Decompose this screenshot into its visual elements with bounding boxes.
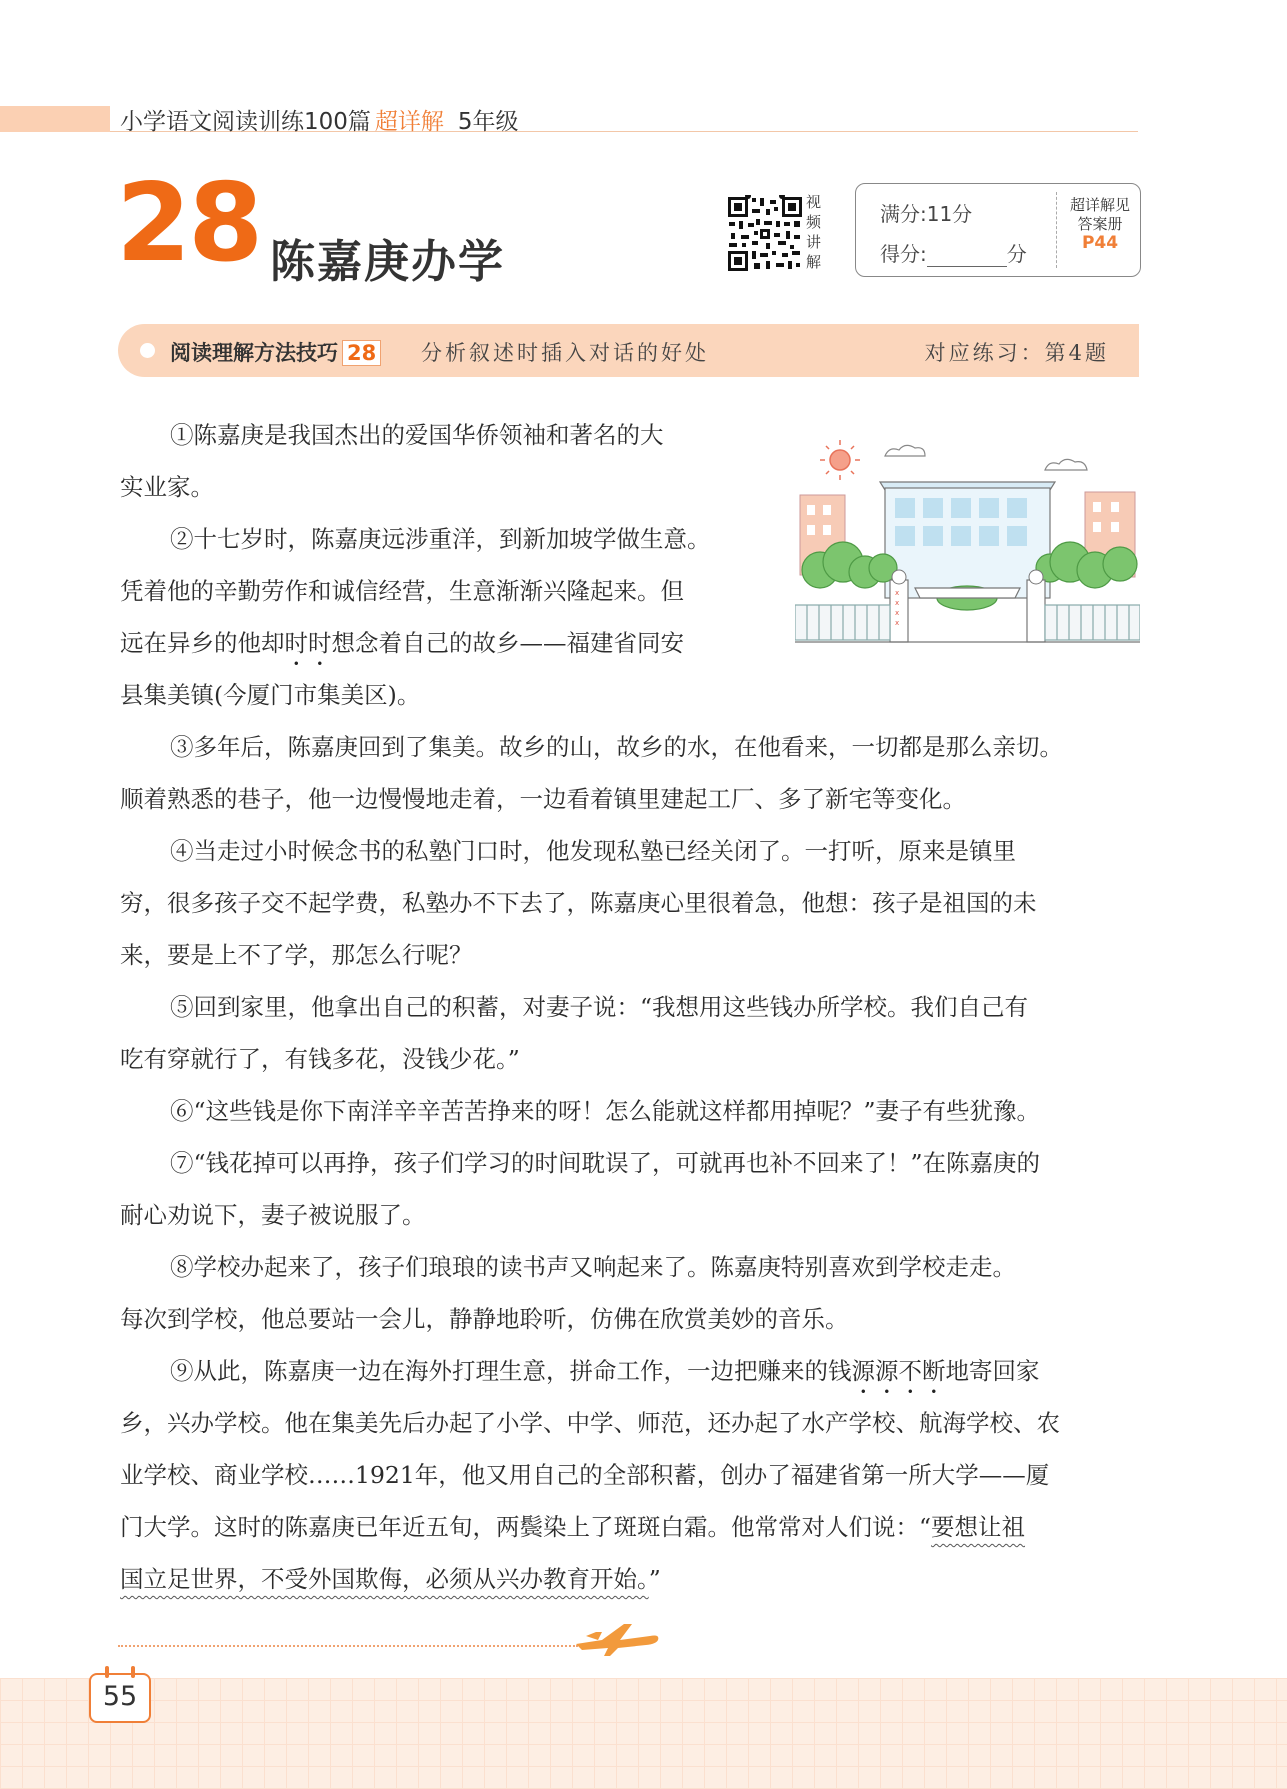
paragraph-7-line1 xyxy=(170,1137,1040,1189)
paragraph-4-line3 xyxy=(120,929,473,981)
svg-text:x: x xyxy=(895,609,900,617)
section-divider xyxy=(118,1645,578,1647)
paragraph-2-line3 xyxy=(120,617,684,671)
qr-label-char: 讲 xyxy=(806,233,822,251)
paragraph-text: ⑧学校办起来了，孩子们琅琅的读书声又响起来了。陈嘉庚特别喜欢到学校走走。 xyxy=(170,1253,1016,1281)
paragraph-text: 每次到学校，他总要站一会儿，静静地聆听，仿佛在欣赏美妙的音乐。 xyxy=(120,1305,849,1333)
bullet-icon xyxy=(140,343,155,358)
paragraph-text: 地寄回家 xyxy=(945,1357,1040,1385)
paragraph-text: 县集美镇(今厦门市集美区)。 xyxy=(120,681,421,709)
paragraph-text: 门大学。这时的陈嘉庚已年近五旬，两鬓染上了斑斑白霜。他常常对人们说：“ xyxy=(120,1513,932,1541)
score-label: 得分: xyxy=(880,242,927,266)
method-heading xyxy=(170,337,381,367)
grade-label: 5年级 xyxy=(457,109,519,135)
paragraph-9-line2 xyxy=(120,1397,1060,1449)
qr-code-icon[interactable] xyxy=(726,195,804,273)
paragraph-1 xyxy=(120,409,780,461)
footer-grid xyxy=(0,1678,1287,1789)
wavy-underlined-quote: 国立足世界，不受外国欺侮，必须从兴办教育开始。 xyxy=(120,1565,649,1593)
qr-label-char: 视 xyxy=(806,193,822,211)
paragraph-text: 乡，兴办学校。他在集美先后办起了小学、中学、师范，还办起了水产学校、航海学校、农 xyxy=(120,1409,1060,1437)
paragraph-text: ⑤回到家里，他拿出自己的积蓄，对妻子说：“我想用这些钱办所学校。我们自己有 xyxy=(170,993,1029,1021)
paragraph-4-line2 xyxy=(120,877,1037,929)
paragraph-9-line1 xyxy=(170,1345,1040,1399)
score-blank[interactable] xyxy=(927,246,1007,267)
paragraph-text: ④当走过小时候念书的私塾门口时，他发现私塾已经关闭了。一打听，原来是镇里 xyxy=(170,837,1016,865)
paragraph-4-line1 xyxy=(170,825,1016,877)
paragraph-text: ③多年后，陈嘉庚回到了集美。故乡的山，故乡的水，在他看来，一切都是那么亲切。 xyxy=(170,733,1063,761)
paragraph-text: ” xyxy=(648,1565,661,1593)
answer-page: P44 xyxy=(1081,233,1119,253)
method-number: 28 xyxy=(342,340,381,366)
paragraph-5-line2 xyxy=(120,1033,520,1085)
paragraph-text: 想念着自己的故乡——福建省同安 xyxy=(331,629,684,657)
book-title-accent: 超详解 xyxy=(374,109,444,135)
score-unit: 分 xyxy=(1006,242,1027,266)
paragraph-text: ⑥“这些钱是你下南洋辛辛苦苦挣来的呀！怎么能就这样都用掉呢？”妻子有些犹豫。 xyxy=(170,1097,1041,1125)
lesson-number: 28 xyxy=(116,161,261,286)
paragraph-text: 吃有穿就行了，有钱多花，没钱少花。” xyxy=(120,1045,520,1073)
paragraph-5-line1 xyxy=(170,981,1028,1033)
paragraph-text: 凭着他的辛勤劳作和诚信经营，生意渐渐兴隆起来。但 xyxy=(120,577,684,605)
header-accent-strip xyxy=(0,106,110,132)
paragraph-text: 耐心劝说下，妻子被说服了。 xyxy=(120,1201,426,1229)
svg-text:x: x xyxy=(895,599,900,607)
book-title xyxy=(120,103,519,136)
answer-ref-line2: 答案册 xyxy=(1077,215,1123,233)
paragraph-text: ①陈嘉庚是我国杰出的爱国华侨领袖和著名的大 xyxy=(170,421,664,449)
method-description: 分析叙述时插入对话的好处 xyxy=(421,341,709,365)
paragraph-2-line4 xyxy=(120,669,420,721)
page-number-badge xyxy=(89,1673,151,1723)
paragraph-2-line1 xyxy=(170,513,711,565)
paragraph-text: ⑨从此，陈嘉庚一边在海外打理生意，拼命工作，一边把赚来的钱 xyxy=(170,1357,852,1385)
lesson-title: 陈嘉庚办学 xyxy=(270,235,506,288)
method-banner xyxy=(118,324,1139,377)
paragraph-8-line2 xyxy=(120,1293,849,1345)
school-building-illustration xyxy=(795,430,1140,650)
page-number: 55 xyxy=(102,1681,138,1712)
paragraph-7-line2 xyxy=(120,1189,426,1241)
wavy-underlined-quote: 要想让祖 xyxy=(931,1513,1026,1541)
emphasized-word: 时时 xyxy=(284,629,332,657)
svg-text:x: x xyxy=(895,589,900,597)
paragraph-9-line5 xyxy=(120,1553,661,1605)
paragraph-text: 业学校、商业学校……1921年，他又用自己的全部积蓄，创办了福建省第一所大学——厦 xyxy=(120,1461,1050,1489)
answer-ref-line1: 超详解见 xyxy=(1069,196,1130,214)
emphasized-word: 源源不断 xyxy=(851,1357,946,1385)
score-box xyxy=(855,183,1141,277)
paragraph-text: 来，要是上不了学，那怎么行呢？ xyxy=(120,941,473,969)
qr-label xyxy=(806,192,828,272)
paragraph-1-cont xyxy=(120,461,214,513)
method-heading-text: 阅读理解方法技巧 xyxy=(170,341,338,365)
paragraph-2-line2 xyxy=(120,565,684,617)
score-field xyxy=(880,238,1027,267)
paragraph-3-line2 xyxy=(120,773,966,825)
paragraph-9-line4 xyxy=(120,1501,1025,1553)
paragraph-text: 实业家。 xyxy=(120,473,214,501)
paragraph-8-line1 xyxy=(170,1241,1016,1293)
svg-text:x: x xyxy=(895,619,900,627)
paragraph-9-line3 xyxy=(120,1449,1049,1501)
paragraph-6 xyxy=(170,1085,1040,1137)
paragraph-text: 穷，很多孩子交不起学费，私塾办不下去了，陈嘉庚心里很着急，他想：孩子是祖国的未 xyxy=(120,889,1037,917)
book-title-main: 小学语文阅读训练100篇 xyxy=(120,109,371,135)
score-divider xyxy=(1056,192,1057,268)
paragraph-text: 远在异乡的他却 xyxy=(120,629,285,657)
airplane-icon xyxy=(572,1614,662,1656)
paragraph-text: ②十七岁时，陈嘉庚远涉重洋，到新加坡学做生意。 xyxy=(170,525,711,553)
paragraph-text: 顺着熟悉的巷子，他一边慢慢地走着，一边看着镇里建起工厂、多了新宅等变化。 xyxy=(120,785,966,813)
full-score: 满分:11分 xyxy=(880,202,973,226)
answer-reference xyxy=(1061,196,1139,253)
qr-label-char: 频 xyxy=(806,213,822,231)
paragraph-text: ⑦“钱花掉可以再挣，孩子们学习的时间耽误了，可就再也补不回来了！”在陈嘉庚的 xyxy=(170,1149,1041,1177)
practice-reference: 对应练习：第4题 xyxy=(924,341,1109,365)
paragraph-3-line1 xyxy=(170,721,1063,773)
qr-label-char: 解 xyxy=(806,253,822,271)
